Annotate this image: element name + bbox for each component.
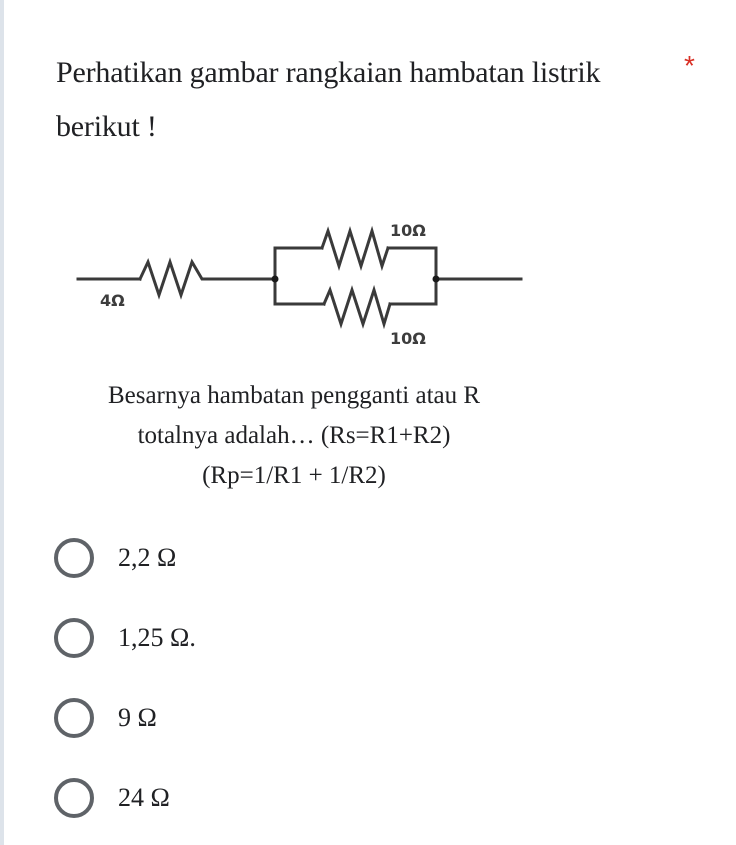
option-label[interactable]: 1,25 Ω. [118,623,196,652]
required-marker: * [684,50,695,81]
option-label[interactable]: 9 Ω [118,703,157,732]
option-2-2-ohm[interactable] [54,518,694,598]
option-label[interactable]: 24 Ω [118,783,170,812]
radio-button-icon[interactable] [54,778,94,818]
description-line-2: totalnya adalah… (Rs=R1+R2) [137,422,451,449]
resistor-10-ohm-top [322,231,388,266]
question-description [34,376,554,496]
junction-left [272,276,279,283]
junction-right [433,276,440,283]
radio-button-icon[interactable] [54,618,94,658]
option-24-ohm[interactable] [54,758,694,838]
label-4-ohm: 4Ω [100,291,125,310]
radio-button-icon[interactable] [54,698,94,738]
question-title: Perhatikan gambar rangkaian hambatan listrik berikut ! [56,56,601,143]
description-line-3: (Rp=1/R1 + 1/R2) [202,462,386,489]
label-10-ohm-top: 10Ω [390,221,426,240]
radio-button-icon[interactable] [54,538,94,578]
option-label[interactable]: 2,2 Ω [118,543,177,572]
answer-options [54,518,694,838]
label-10-ohm-bottom: 10Ω [390,329,426,348]
description-line-1: Besarnya hambatan pengganti atau R [107,382,481,409]
option-1-25-ohm[interactable] [54,598,694,678]
option-9-ohm[interactable] [54,678,694,758]
resistor-10-ohm-bottom [324,290,390,324]
resistor-4-ohm [140,262,208,295]
